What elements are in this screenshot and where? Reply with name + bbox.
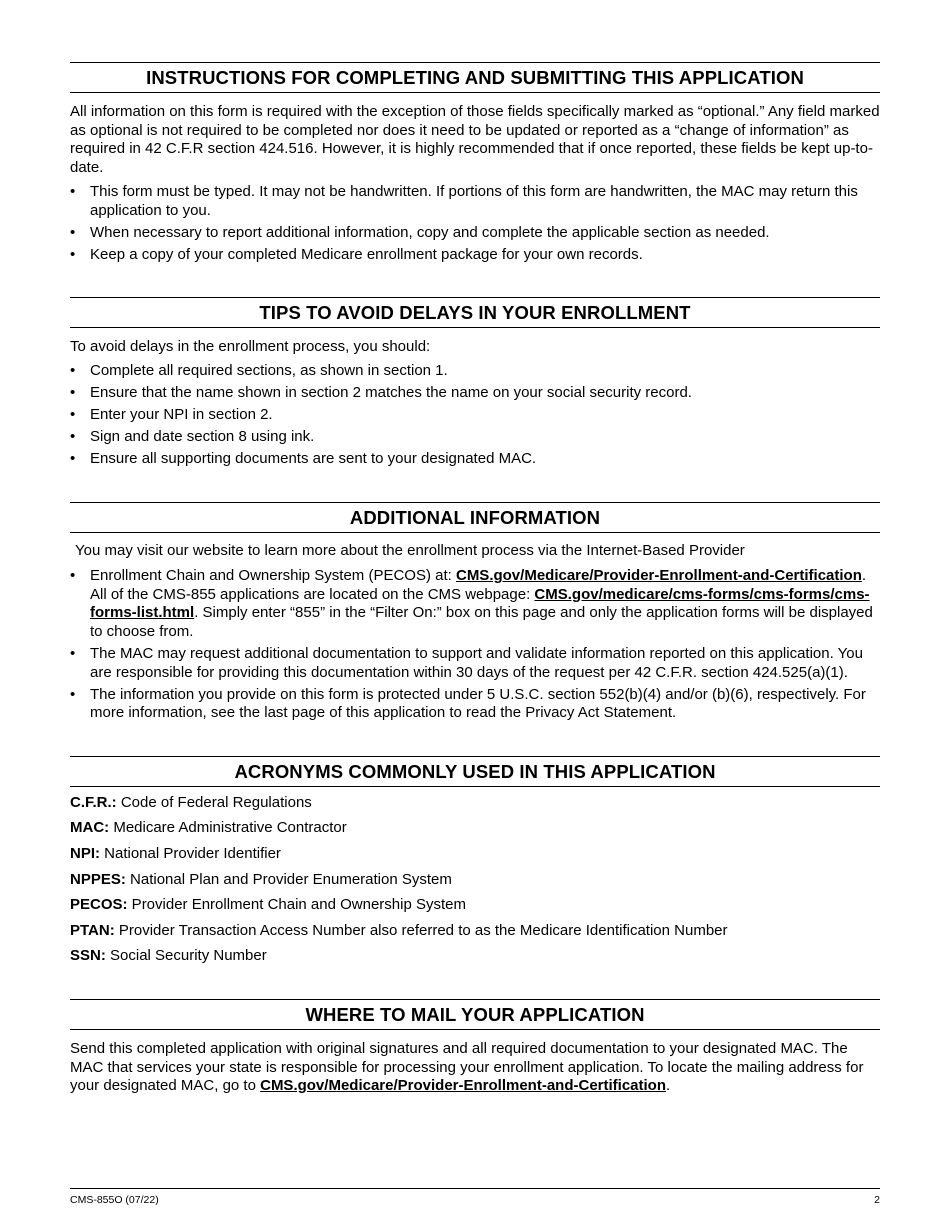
acronym-term: MAC:	[70, 819, 110, 837]
footer-page-number: 2	[874, 1194, 880, 1206]
tips-section	[70, 297, 880, 469]
acronyms-heading: ACRONYMS COMMONLY USED IN THIS APPLICATION	[70, 756, 880, 787]
footer-divider	[70, 1188, 880, 1189]
additional-info-heading: ADDITIONAL INFORMATION	[70, 502, 880, 533]
bullet-text: . Simply enter “855” in the “Filter On:” box on this page and only the application forms will be displayed to choose from.	[90, 604, 873, 641]
tips-bullet: • Complete all required sections, as shown in section 1.	[70, 362, 880, 381]
tips-intro: To avoid delays in the enrollment process, you should:	[70, 337, 431, 355]
acronym-term: C.F.R.:	[70, 793, 117, 811]
mac-address-link[interactable]: CMS.gov/Medicare/Provider-Enrollment-and-Certification	[260, 1077, 667, 1095]
additional-info-bullets	[70, 567, 880, 723]
instructions-bullets	[70, 183, 880, 264]
additional-info-intro: You may visit our website to learn more about the enrollment process via the Internet-Based Provider	[75, 541, 745, 559]
acronym-term: PTAN:	[70, 921, 115, 939]
instructions-section	[70, 62, 880, 265]
footer-form-id: CMS-855O (07/22)	[70, 1194, 159, 1206]
tips-bullet: • Enter your NPI in section 2.	[70, 406, 880, 425]
acronym-item	[70, 871, 880, 897]
acronym-definition: National Provider Identifier	[100, 844, 281, 862]
additional-info-bullet-privacy: • The information you provide on this form is protected under 5 U.S.C. section 552(b)(4) and/or (b)(6), respectively. For more information, see the last page of this application to read the Privacy Act Statement.	[70, 686, 880, 723]
page-content	[70, 62, 880, 1096]
instructions-bullet: • This form must be typed. It may not be handwritten. If portions of this form are handwritten, the MAC may return this application to you.	[70, 183, 880, 220]
additional-info-bullet-documentation: • The MAC may request additional documentation to support and validate information reported on this application. You are responsible for providing this documentation within 30 days of the request per 42 C.F.R. section 424.525(a)(1).	[70, 645, 880, 682]
additional-info-section	[70, 502, 880, 723]
acronym-definition: Social Security Number	[105, 947, 267, 965]
tips-heading: TIPS TO AVOID DELAYS IN YOUR ENROLLMENT	[70, 297, 880, 328]
acronym-term: SSN:	[70, 947, 106, 965]
instructions-heading: INSTRUCTIONS FOR COMPLETING AND SUBMITTING THIS APPLICATION	[70, 62, 880, 93]
instructions-intro: All information on this form is required with the exception of those fields specifically marked as “optional.” Any field marked as optional is not required to be completed nor does it need to be updated or reported as a “change of information” as required in 42 C.F.R section 424.516. However, it is highly recommended that if once reported, these fields be kept up-to-date.	[70, 103, 880, 176]
acronym-item	[70, 819, 880, 845]
tips-bullet: • Sign and date section 8 using ink.	[70, 428, 880, 447]
acronym-definition: Provider Transaction Access Number also referred to as the Medicare Identification Number	[114, 921, 728, 939]
acronyms-section	[70, 756, 880, 973]
mail-section	[70, 999, 880, 1096]
bullet-text: . All of the CMS-855 applications are located on the CMS webpage:	[90, 567, 867, 603]
instructions-bullet: • When necessary to report additional information, copy and complete the applicable section as needed.	[70, 224, 880, 243]
acronym-item	[70, 794, 880, 820]
acronym-item	[70, 922, 880, 948]
tips-bullet: • Ensure that the name shown in section 2 matches the name on your social security record.	[70, 384, 880, 403]
cms-forms-list-link[interactable]: CMS.gov/medicare/cms-forms/cms-forms/cms-forms-list.html	[90, 585, 870, 622]
acronym-term: NPI:	[70, 844, 100, 862]
acronym-item	[70, 896, 880, 922]
mail-text-end: .	[666, 1077, 671, 1095]
acronyms-list	[70, 794, 880, 973]
mail-text-body: Send this completed application with original signatures and all required documentation to your designated MAC. The MAC that services your state is responsible for processing your enrollment application. To locate the mailing address for your designated MAC, go to	[70, 1039, 864, 1095]
acronym-item	[70, 947, 880, 973]
acronym-term: PECOS:	[70, 896, 128, 914]
tips-bullet: • Ensure all supporting documents are sent to your designated MAC.	[70, 450, 880, 469]
acronym-definition: Medicare Administrative Contractor	[109, 819, 347, 837]
provider-enrollment-link[interactable]: CMS.gov/Medicare/Provider-Enrollment-and-Certification	[455, 567, 862, 585]
additional-info-bullet-pecos	[70, 567, 880, 641]
tips-bullets	[70, 362, 880, 469]
acronym-definition: Code of Federal Regulations	[116, 793, 312, 811]
acronym-definition: National Plan and Provider Enumeration System	[125, 870, 452, 888]
acronym-item	[70, 845, 880, 871]
instructions-bullet: • Keep a copy of your completed Medicare enrollment package for your own records.	[70, 246, 880, 265]
bullet-text: Enrollment Chain and Ownership System (PECOS) at:	[90, 567, 456, 585]
mail-heading: WHERE TO MAIL YOUR APPLICATION	[70, 999, 880, 1030]
acronym-definition: Provider Enrollment Chain and Ownership System	[127, 896, 466, 914]
acronym-term: NPPES:	[70, 870, 126, 888]
mail-text	[70, 1040, 880, 1096]
